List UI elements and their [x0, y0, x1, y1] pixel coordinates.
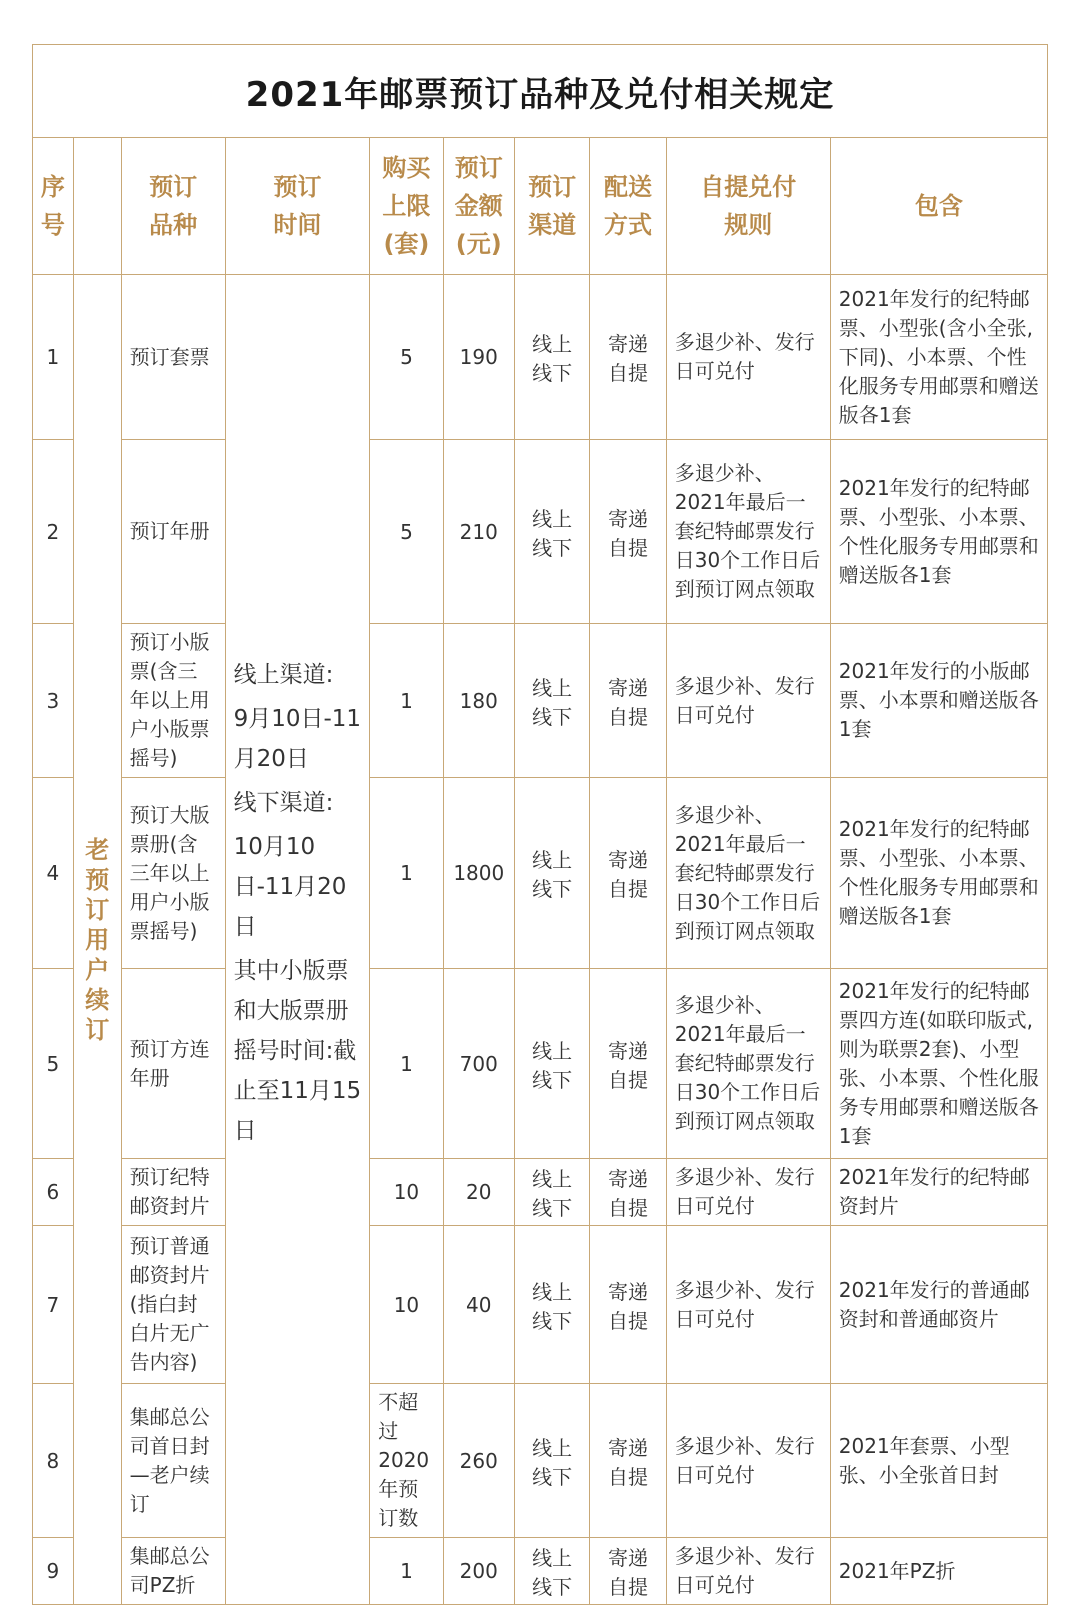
- row-variety: 预订方连年册: [121, 969, 225, 1159]
- row-contents: 2021年发行的纪特邮票、小型张、小本票、个性化服务专用邮票和赠送版各1套: [830, 778, 1047, 969]
- row-amount: 20: [443, 1159, 514, 1226]
- row-rule: 多退少补、发行日可兑付: [666, 1538, 830, 1605]
- row-delivery: 寄递 自提: [590, 1538, 666, 1605]
- row-contents: 2021年套票、小型张、小全张首日封: [830, 1384, 1047, 1538]
- row-limit: 5: [370, 275, 443, 440]
- header-group: [73, 138, 121, 275]
- offline-range: 10月10日-11月20日: [233, 834, 347, 940]
- row-variety: 预订纪特邮资封片: [121, 1159, 225, 1226]
- table-row: [33, 440, 1048, 624]
- row-rule: 多退少补、2021年最后一套纪特邮票发行日30个工作日后到预订网点领取: [666, 440, 830, 624]
- table-row: [33, 1384, 1048, 1538]
- row-number: 4: [33, 778, 74, 969]
- row-limit: 5: [370, 440, 443, 624]
- row-channel: 线上 线下: [514, 1538, 589, 1605]
- row-channel: 线上 线下: [514, 1226, 589, 1384]
- group-label: 老预订用户续订: [85, 835, 110, 1044]
- online-range: 9月10日-11月20日: [233, 706, 362, 772]
- row-limit: 1: [370, 969, 443, 1159]
- table-row: [33, 275, 1048, 440]
- offline-label: 线下渠道:: [233, 790, 334, 816]
- row-rule: 多退少补、发行日可兑付: [666, 1384, 830, 1538]
- row-limit: 1: [370, 624, 443, 778]
- row-delivery: 寄递 自提: [590, 778, 666, 969]
- row-amount: 40: [443, 1226, 514, 1384]
- row-contents: 2021年发行的纪特邮资封片: [830, 1159, 1047, 1226]
- row-delivery: 寄递 自提: [590, 1384, 666, 1538]
- header-amount: 预订 金额 (元): [443, 138, 514, 275]
- row-amount: 260: [443, 1384, 514, 1538]
- row-variety: 预订套票: [121, 275, 225, 440]
- online-label: 线上渠道:: [233, 662, 334, 688]
- row-variety: 集邮总公司PZ折: [121, 1538, 225, 1605]
- row-number: 5: [33, 969, 74, 1159]
- header-time: 预订 时间: [225, 138, 370, 275]
- row-channel: 线上 线下: [514, 275, 589, 440]
- row-amount: 1800: [443, 778, 514, 969]
- header-row: [33, 138, 1048, 275]
- header-contents: 包含: [830, 138, 1047, 275]
- row-limit: 10: [370, 1226, 443, 1384]
- row-amount: 190: [443, 275, 514, 440]
- row-channel: 线上 线下: [514, 624, 589, 778]
- header-channel: 预订 渠道: [514, 138, 589, 275]
- row-contents: 2021年发行的纪特邮票、小型张、小本票、个性化服务专用邮票和赠送版各1套: [830, 440, 1047, 624]
- row-variety: 预订年册: [121, 440, 225, 624]
- row-channel: 线上 线下: [514, 969, 589, 1159]
- row-variety: 预订大版票册(含三年以上用户小版票摇号): [121, 778, 225, 969]
- row-number: 7: [33, 1226, 74, 1384]
- row-rule: 多退少补、2021年最后一套纪特邮票发行日30个工作日后到预订网点领取: [666, 969, 830, 1159]
- table-row: [33, 1226, 1048, 1384]
- lottery-note: 其中小版票和大版票册摇号时间:截止至11月15日: [233, 958, 362, 1144]
- row-contents: 2021年发行的小版邮票、小本票和赠送版各1套: [830, 624, 1047, 778]
- row-rule: 多退少补、发行日可兑付: [666, 1226, 830, 1384]
- row-number: 2: [33, 440, 74, 624]
- row-rule: 多退少补、2021年最后一套纪特邮票发行日30个工作日后到预订网点领取: [666, 778, 830, 969]
- row-rule: 多退少补、发行日可兑付: [666, 1159, 830, 1226]
- table-row: [33, 1159, 1048, 1226]
- row-number: 9: [33, 1538, 74, 1605]
- row-amount: 210: [443, 440, 514, 624]
- row-number: 3: [33, 624, 74, 778]
- row-contents: 2021年发行的普通邮资封和普通邮资片: [830, 1226, 1047, 1384]
- row-rule: 多退少补、发行日可兑付: [666, 275, 830, 440]
- row-delivery: 寄递 自提: [590, 624, 666, 778]
- row-channel: 线上 线下: [514, 440, 589, 624]
- order-time-cell: [225, 275, 370, 1605]
- row-delivery: 寄递 自提: [590, 440, 666, 624]
- header-index: 序 号: [33, 138, 74, 275]
- header-limit: 购买 上限 (套): [370, 138, 443, 275]
- page-title: 2021年邮票预订品种及兑付相关规定: [33, 45, 1048, 138]
- table-row: [33, 624, 1048, 778]
- title-row: [33, 45, 1048, 138]
- header-rule: 自提兑付 规则: [666, 138, 830, 275]
- row-number: 8: [33, 1384, 74, 1538]
- row-amount: 200: [443, 1538, 514, 1605]
- row-channel: 线上 线下: [514, 1159, 589, 1226]
- row-rule: 多退少补、发行日可兑付: [666, 624, 830, 778]
- row-number: 1: [33, 275, 74, 440]
- row-channel: 线上 线下: [514, 1384, 589, 1538]
- row-channel: 线上 线下: [514, 778, 589, 969]
- row-amount: 700: [443, 969, 514, 1159]
- row-limit: 1: [370, 1538, 443, 1605]
- header-variety: 预订 品种: [121, 138, 225, 275]
- row-variety: 预订小版票(含三年以上用户小版票摇号): [121, 624, 225, 778]
- group-label-cell: [73, 275, 121, 1605]
- row-limit: 不超过2020年预订数: [370, 1384, 443, 1538]
- header-delivery: 配送 方式: [590, 138, 666, 275]
- row-contents: 2021年PZ折: [830, 1538, 1047, 1605]
- row-delivery: 寄递 自提: [590, 1159, 666, 1226]
- row-variety: 预订普通邮资封片(指白封白片无广告内容): [121, 1226, 225, 1384]
- row-delivery: 寄递 自提: [590, 969, 666, 1159]
- row-amount: 180: [443, 624, 514, 778]
- table-row: [33, 1538, 1048, 1605]
- row-delivery: 寄递 自提: [590, 1226, 666, 1384]
- row-variety: 集邮总公司首日封—老户续订: [121, 1384, 225, 1538]
- row-limit: 1: [370, 778, 443, 969]
- row-limit: 10: [370, 1159, 443, 1226]
- row-contents: 2021年发行的纪特邮票四方连(如联印版式,则为联票2套)、小型张、小本票、个性化服务专用邮票和赠送版各1套: [830, 969, 1047, 1159]
- row-delivery: 寄递 自提: [590, 275, 666, 440]
- table-row: [33, 778, 1048, 969]
- regulations-table: [32, 44, 1048, 1605]
- row-contents: 2021年发行的纪特邮票、小型张(含小全张,下同)、小本票、个性化服务专用邮票和赠送版各1套: [830, 275, 1047, 440]
- row-number: 6: [33, 1159, 74, 1226]
- table-row: [33, 969, 1048, 1159]
